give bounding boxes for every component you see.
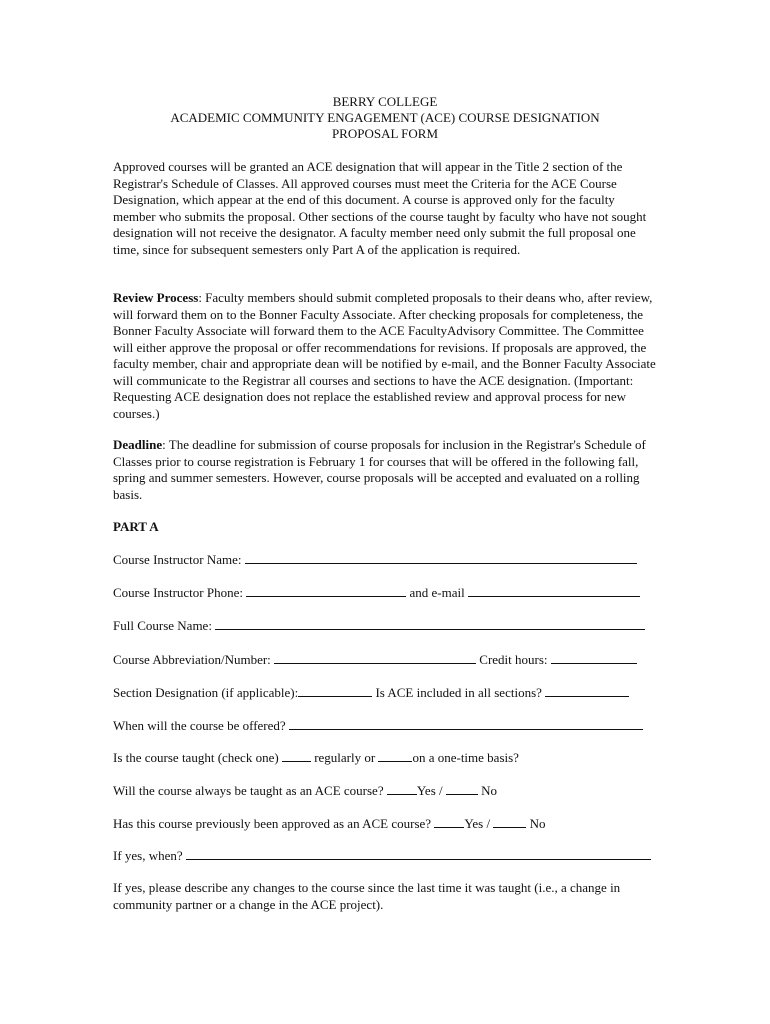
review-process-paragraph [113, 290, 658, 422]
review-process-text: : Faculty members should submit completed proposals to their deans who, after review, will forward them on to the Bonner Faculty Associate. After checking proposals for completeness, the Bonner Faculty Associate will forward them to the ACE FacultyAdvisory Committee. The Committee will either approve the proposal or offer recommendations for revisions. If proposals are approved, the faculty member, chair and appropriate dean will be notified by e-mail, and the Bonner Faculty Associate will communicate to the Registrar all courses and sections to have the ACE designation. (Important: Requesting ACE designation does not replace the established review and approval process for new courses.) [113, 290, 656, 421]
credit-hours-field[interactable] [551, 652, 637, 664]
if-yes-when-field[interactable] [186, 848, 651, 860]
part-a-heading: PART A [113, 519, 159, 534]
when-offered-row: When will the course be offered? [113, 718, 643, 734]
deadline-label: Deadline [113, 437, 163, 452]
if-yes-when-row: If yes, when? [113, 848, 651, 864]
instructor-phone-field[interactable] [246, 585, 406, 597]
always-ace-row: Will the course always be taught as an ACE course? Yes / No [113, 783, 498, 798]
previously-approved-row: Has this course previously been approved as an ACE course? Yes / No [113, 816, 546, 831]
previously-approved-yes-field[interactable] [434, 816, 464, 828]
taught-check-row: Is the course taught (check one) regularly or on a one-time basis? [113, 750, 519, 765]
instructor-name-row: Course Instructor Name: [113, 552, 637, 568]
previously-approved-no-field[interactable] [493, 816, 526, 828]
instructor-phone-row: Course Instructor Phone: and e-mail [113, 585, 640, 601]
abbreviation-field[interactable] [274, 652, 476, 664]
deadline-text: : The deadline for submission of course proposals for inclusion in the Registrar's Schedule of Classes prior to course registration is February 1 for courses that will be offered in the following fall, spring and summer semesters. However, course proposals will be accepted and evaluated on a rolling basis. [113, 437, 646, 502]
form-subtitle: PROPOSAL FORM [331, 126, 439, 141]
review-process-label: Review Process [113, 290, 199, 305]
intro-paragraph: Approved courses will be granted an ACE designation that will appear in the Title 2 section of the Registrar's Schedule of Classes. All approved courses must meet the Criteria for the ACE Course Designation, which appear at the end of this document. A course is approved only for the faculty member who submits the proposal. Other sections of the course taught by faculty who have not sought designation will not receive the designator. A faculty member need only submit the full proposal one time, since for subsequent semesters only Part A of the application is required. [113, 159, 647, 257]
section-designation-row: Section Designation (if applicable): Is ACE included in all sections? [113, 685, 629, 701]
describe-changes-prompt: If yes, please describe any changes to the course since the last time it was taught (i.e., a change in community partner or a change in the ACE project). [113, 880, 621, 912]
regularly-checkbox[interactable] [282, 750, 311, 762]
deadline-paragraph [113, 437, 658, 503]
always-ace-yes-field[interactable] [387, 783, 417, 795]
form-title: ACADEMIC COMMUNITY ENGAGEMENT (ACE) COURSE DESIGNATION [170, 110, 600, 125]
full-course-name-field[interactable] [215, 618, 645, 630]
email-field[interactable] [468, 585, 640, 597]
abbreviation-row: Course Abbreviation/Number: Credit hours: [113, 652, 637, 668]
section-designation-field[interactable] [298, 685, 372, 697]
when-offered-field[interactable] [289, 718, 643, 730]
instructor-name-field[interactable] [245, 552, 637, 564]
ace-all-sections-field[interactable] [545, 685, 629, 697]
one-time-checkbox[interactable] [378, 750, 412, 762]
college-name: BERRY COLLEGE [332, 94, 438, 109]
full-course-name-row: Full Course Name: [113, 618, 645, 634]
always-ace-no-field[interactable] [446, 783, 478, 795]
